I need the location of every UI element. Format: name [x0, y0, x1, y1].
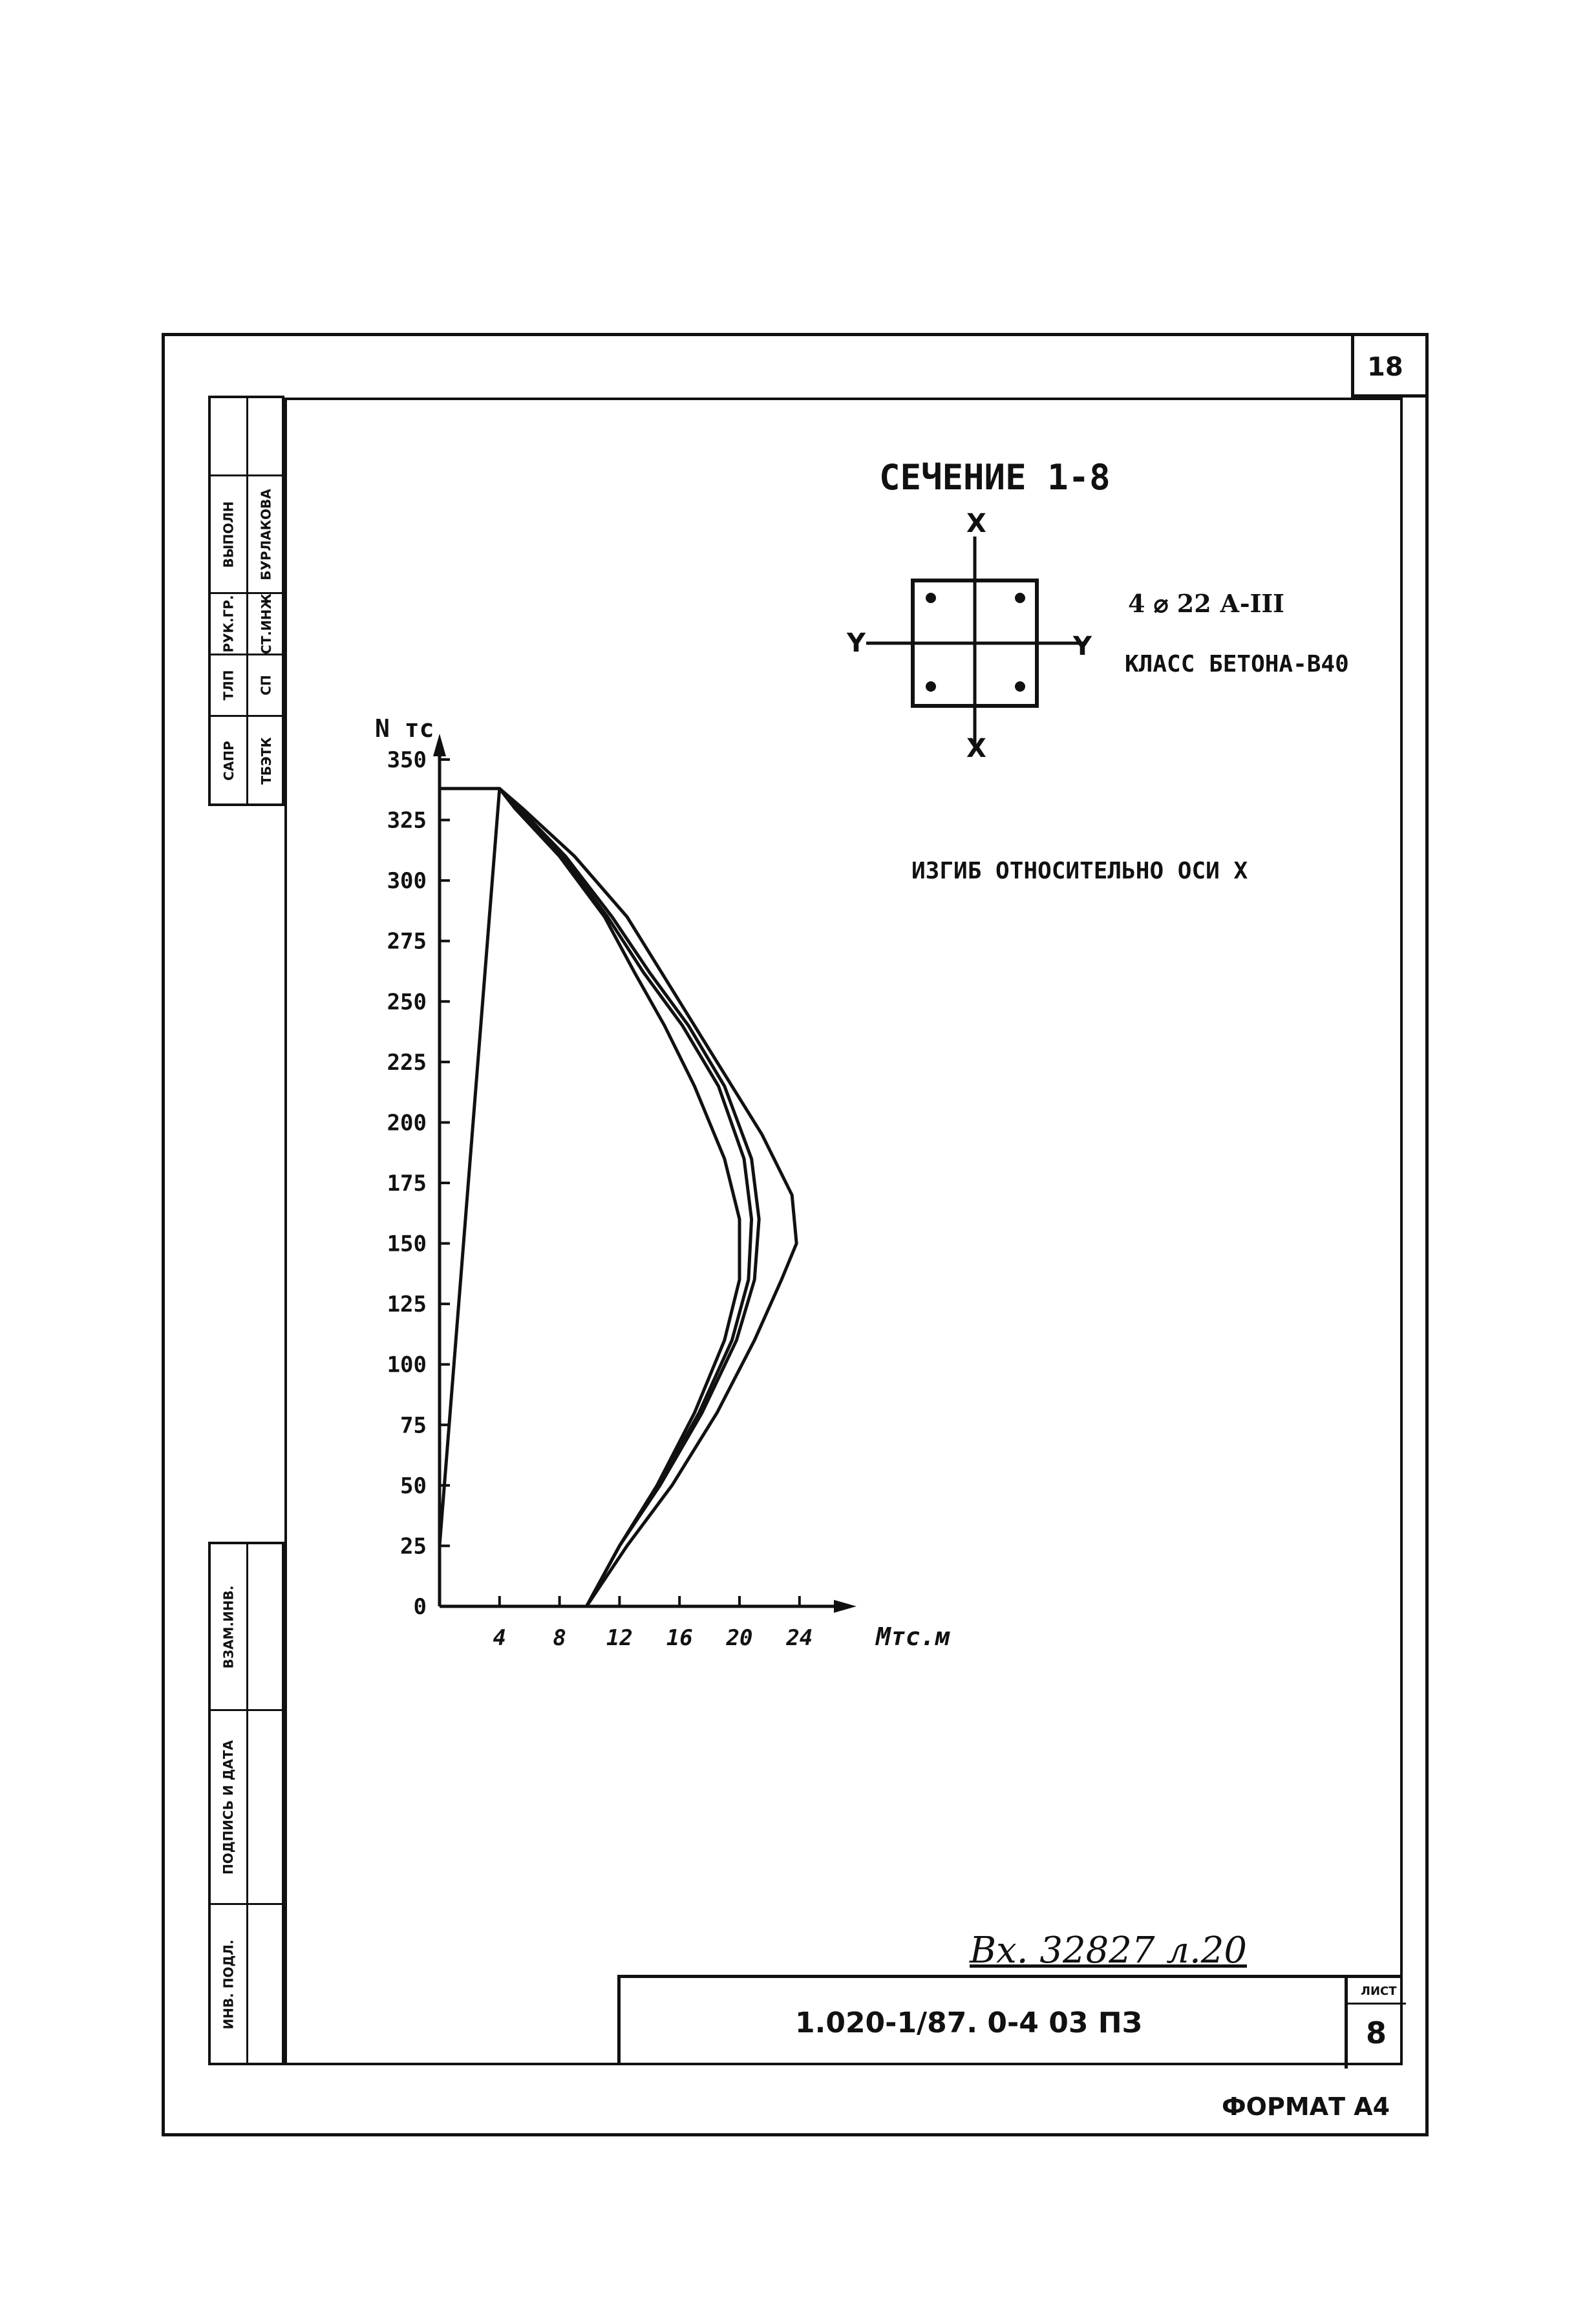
- y-tick-label: 50: [400, 1473, 427, 1499]
- stamp-label: РУК.ГР.: [220, 595, 237, 653]
- y-tick-label: 200: [387, 1110, 427, 1136]
- sheet-number: 8: [1366, 2016, 1387, 2050]
- document-code: 1.020-1/87. 0-4 03 ПЗ: [795, 2006, 1142, 2039]
- y-tick-label: 75: [400, 1412, 427, 1439]
- stamp-label: СП: [258, 675, 274, 696]
- stamp-label: ВЫПОЛН: [220, 500, 237, 568]
- y-axis-arrow: [433, 734, 446, 756]
- x-axis-arrow: [834, 1600, 857, 1613]
- axis-x-top-label: X: [966, 509, 986, 538]
- y-tick-label: 250: [387, 989, 427, 1016]
- handwritten-note: Вх. 32827 л.20: [970, 1930, 1247, 1972]
- sheet-box: [1345, 1978, 1406, 2069]
- y-axis-label: N тс: [375, 714, 434, 743]
- sheet-label: ЛИСТ: [1361, 1984, 1397, 1998]
- y-tick-label: 125: [387, 1292, 427, 1318]
- y-tick-label: 175: [387, 1171, 427, 1197]
- y-tick-label: 325: [387, 807, 427, 834]
- y-tick-label: 225: [387, 1049, 427, 1076]
- stamp-label: САПР: [220, 740, 237, 781]
- stamp-label: ВЗАМ.ИНВ.: [220, 1585, 237, 1668]
- stamp-label: ТБЭТК: [258, 736, 274, 785]
- axis-y-left-label: Y: [847, 628, 866, 658]
- y-tick-label: 25: [400, 1533, 427, 1560]
- stamp-label: БУРЛАКОВА: [258, 488, 274, 580]
- format-label: ФОРМАТ А4: [1222, 2092, 1390, 2121]
- x-tick-label: 24: [786, 1625, 813, 1651]
- stamp-label: СТ.ИНЖ: [258, 593, 274, 654]
- section-title: СЕЧЕНИЕ 1-8: [879, 457, 1111, 498]
- x-tick-label: 20: [726, 1625, 753, 1651]
- series-line: [440, 789, 500, 1546]
- x-axis-label: Мтс.м: [876, 1622, 950, 1651]
- bending-label: ИЗГИБ ОТНОСИТЕЛЬНО ОСИ X: [911, 858, 1248, 884]
- x-tick-label: 8: [553, 1625, 566, 1651]
- title-block: [617, 1975, 1403, 2065]
- y-tick-label: 350: [387, 747, 427, 773]
- series-line: [500, 789, 739, 1606]
- y-tick-label: 275: [387, 928, 427, 955]
- x-tick-label: 16: [666, 1625, 693, 1651]
- page-number: 18: [1367, 352, 1403, 382]
- stamp-label: ПОДПИСЬ И ДАТА: [220, 1739, 237, 1875]
- axis-y-right-label: Y: [1073, 632, 1092, 661]
- series-line: [500, 789, 752, 1606]
- reinforcement-label: 4 ⌀ 22 А-III: [1128, 589, 1284, 618]
- stamp-label: ИНВ. ПОДЛ.: [220, 1939, 237, 2030]
- y-tick-label: 0: [413, 1594, 427, 1620]
- series-line: [500, 789, 759, 1606]
- x-tick-label: 4: [493, 1625, 507, 1651]
- y-tick-label: 300: [387, 868, 427, 895]
- concrete-class-label: КЛАСС БЕТОНА-В40: [1125, 651, 1349, 677]
- series-line: [500, 789, 796, 1606]
- y-tick-label: 150: [387, 1231, 427, 1257]
- y-tick-label: 100: [387, 1352, 427, 1378]
- axis-x-bottom-label: X: [966, 734, 986, 763]
- stamp-label: ТЛП: [220, 670, 237, 701]
- x-tick-label: 12: [606, 1625, 633, 1651]
